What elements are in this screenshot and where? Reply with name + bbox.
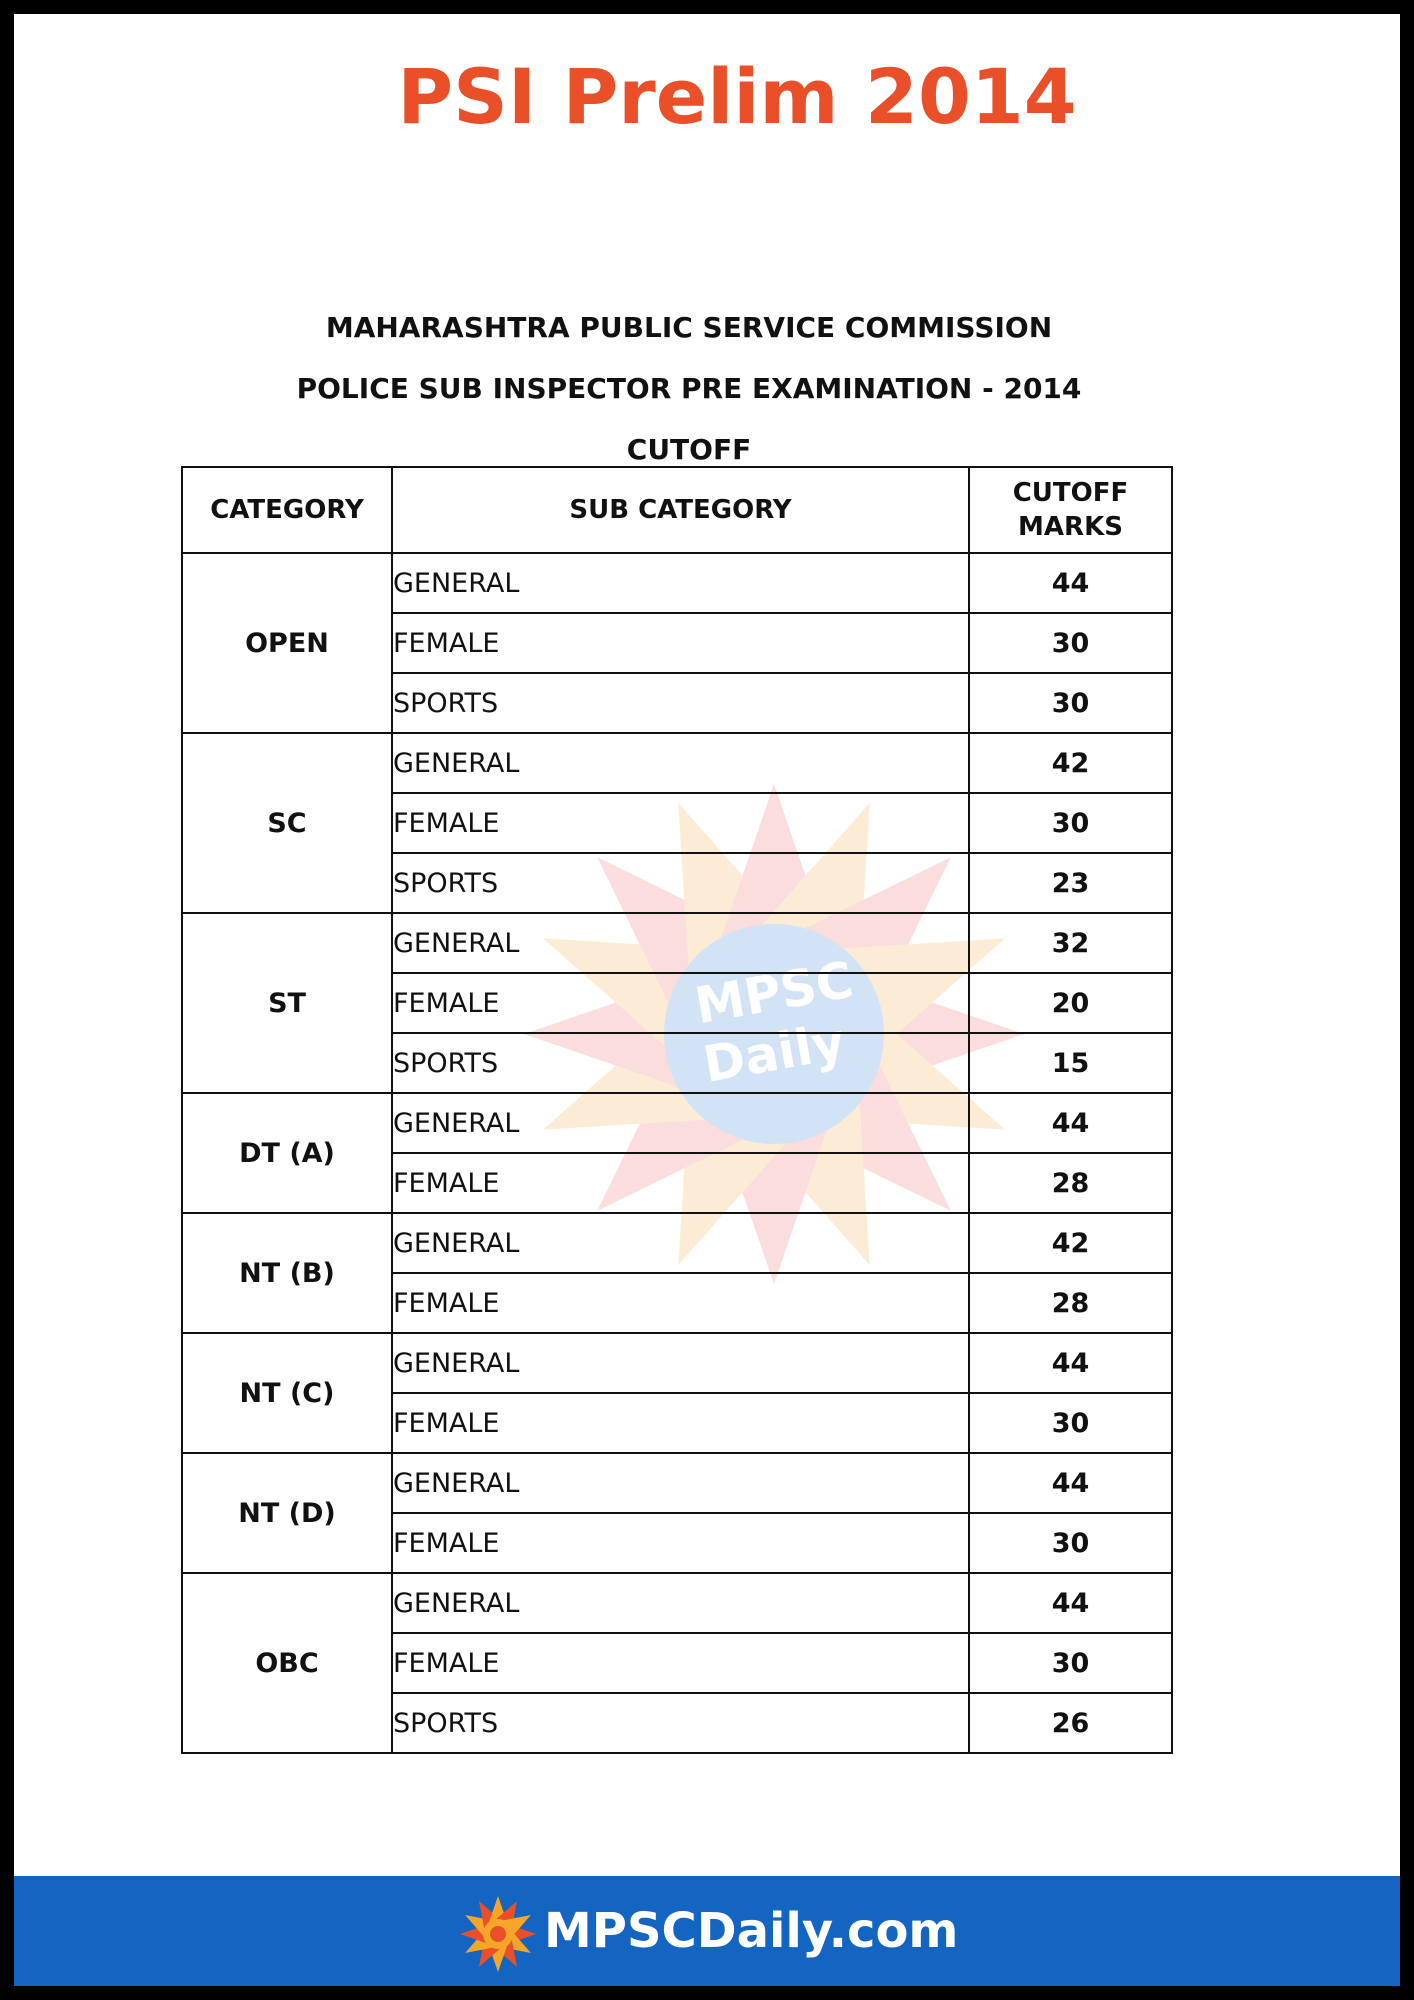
cutoff-marks-cell: 23 bbox=[969, 853, 1172, 913]
header-sub-category: SUB CATEGORY bbox=[392, 467, 969, 553]
sub-category-cell: FEMALE bbox=[392, 793, 969, 853]
table-row bbox=[182, 1453, 1172, 1513]
category-cell: NT (B) bbox=[182, 1213, 392, 1333]
sub-category-cell: GENERAL bbox=[392, 553, 969, 613]
cutoff-marks-cell: 30 bbox=[969, 793, 1172, 853]
header-category: CATEGORY bbox=[182, 467, 392, 553]
category-cell: OPEN bbox=[182, 553, 392, 733]
sub-category-cell: GENERAL bbox=[392, 1213, 969, 1273]
sub-category-cell: GENERAL bbox=[392, 1333, 969, 1393]
sub-category-cell: FEMALE bbox=[392, 1633, 969, 1693]
sub-category-cell: GENERAL bbox=[392, 733, 969, 793]
cutoff-marks-cell: 44 bbox=[969, 1333, 1172, 1393]
sub-category-cell: FEMALE bbox=[392, 973, 969, 1033]
category-cell: NT (D) bbox=[182, 1453, 392, 1573]
exam-heading: POLICE SUB INSPECTOR PRE EXAMINATION - 2014 bbox=[296, 372, 1082, 405]
table-row bbox=[182, 1093, 1172, 1153]
header-cutoff-line2: MARKS bbox=[1018, 512, 1123, 542]
table-row bbox=[182, 913, 1172, 973]
table-row bbox=[182, 553, 1172, 613]
cutoff-marks-cell: 44 bbox=[969, 1453, 1172, 1513]
cutoff-marks-cell: 30 bbox=[969, 1513, 1172, 1573]
category-cell: SC bbox=[182, 733, 392, 913]
sub-category-cell: FEMALE bbox=[392, 1513, 969, 1573]
footer-banner bbox=[14, 1876, 1400, 1986]
cutoff-table bbox=[181, 466, 1173, 1754]
sub-category-cell: GENERAL bbox=[392, 1573, 969, 1633]
table-row bbox=[182, 733, 1172, 793]
category-cell: DT (A) bbox=[182, 1093, 392, 1213]
organization-heading: MAHARASHTRA PUBLIC SERVICE COMMISSION bbox=[325, 311, 1053, 344]
sub-category-cell: FEMALE bbox=[392, 613, 969, 673]
cutoff-marks-cell: 44 bbox=[969, 1093, 1172, 1153]
cutoff-marks-cell: 42 bbox=[969, 733, 1172, 793]
header-cutoff-marks bbox=[969, 467, 1172, 553]
section-heading: CUTOFF bbox=[626, 433, 752, 466]
sub-category-cell: FEMALE bbox=[392, 1393, 969, 1453]
cutoff-marks-cell: 20 bbox=[969, 973, 1172, 1033]
sub-category-cell: SPORTS bbox=[392, 853, 969, 913]
cutoff-marks-cell: 30 bbox=[969, 1633, 1172, 1693]
category-cell: NT (C) bbox=[182, 1333, 392, 1453]
cutoff-marks-cell: 42 bbox=[969, 1213, 1172, 1273]
pen-sunburst-logo-icon bbox=[458, 1894, 538, 1974]
category-cell: ST bbox=[182, 913, 392, 1093]
table-row bbox=[182, 1213, 1172, 1273]
sub-category-cell: SPORTS bbox=[392, 1693, 969, 1753]
sub-category-cell: GENERAL bbox=[392, 1453, 969, 1513]
watermark-line2: Daily bbox=[698, 1012, 850, 1094]
header-cutoff-line1: CUTOFF bbox=[1012, 478, 1129, 508]
sub-category-cell: GENERAL bbox=[392, 1093, 969, 1153]
cutoff-marks-cell: 44 bbox=[969, 1573, 1172, 1633]
table-row bbox=[182, 1573, 1172, 1633]
sub-category-cell: GENERAL bbox=[392, 913, 969, 973]
cutoff-marks-cell: 28 bbox=[969, 1153, 1172, 1213]
cutoff-marks-cell: 30 bbox=[969, 673, 1172, 733]
cutoff-marks-cell: 28 bbox=[969, 1273, 1172, 1333]
page-title: PSI Prelim 2014 bbox=[397, 52, 1077, 141]
cutoff-marks-cell: 15 bbox=[969, 1033, 1172, 1093]
document-page bbox=[14, 14, 1400, 1986]
cutoff-marks-cell: 26 bbox=[969, 1693, 1172, 1753]
sub-category-cell: FEMALE bbox=[392, 1273, 969, 1333]
sub-category-cell: SPORTS bbox=[392, 1033, 969, 1093]
footer-site-name: MPSCDaily.com bbox=[544, 1903, 959, 1959]
cutoff-marks-cell: 44 bbox=[969, 553, 1172, 613]
sub-category-cell: FEMALE bbox=[392, 1153, 969, 1213]
table-row bbox=[182, 1333, 1172, 1393]
cutoff-marks-cell: 32 bbox=[969, 913, 1172, 973]
category-cell: OBC bbox=[182, 1573, 392, 1753]
sub-category-cell: SPORTS bbox=[392, 673, 969, 733]
watermark-line1: MPSC bbox=[690, 950, 858, 1036]
table-header-row bbox=[182, 467, 1172, 553]
cutoff-marks-cell: 30 bbox=[969, 1393, 1172, 1453]
cutoff-marks-cell: 30 bbox=[969, 613, 1172, 673]
